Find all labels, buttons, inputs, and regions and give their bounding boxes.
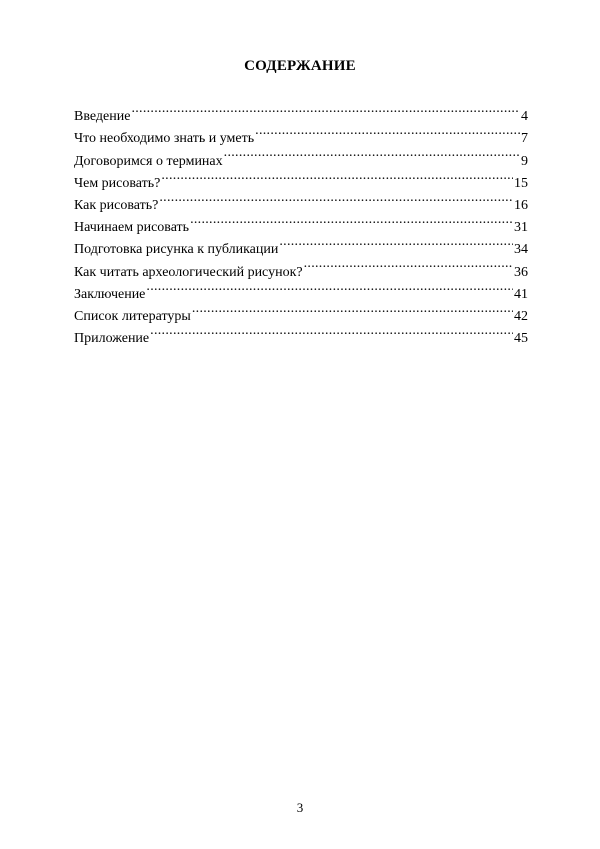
- toc-dot-leader: [279, 231, 513, 253]
- toc-dot-leader: [150, 320, 513, 342]
- toc-entry-page: 34: [514, 242, 528, 258]
- toc-dot-leader: [304, 253, 513, 275]
- toc-dot-leader: [146, 276, 513, 298]
- page-number: 3: [296, 800, 304, 815]
- toc-entry-page: 31: [514, 220, 528, 236]
- table-of-contents: [74, 98, 528, 347]
- toc-dot-leader: [190, 209, 513, 231]
- toc-entry-title: Введение: [74, 109, 131, 125]
- toc-entry: [74, 120, 528, 147]
- toc-entry-page: 41: [514, 286, 528, 302]
- toc-entry-title: Приложение: [74, 331, 150, 347]
- toc-entry-title: Чем рисовать?: [74, 175, 161, 191]
- toc-entry-title: Заключение: [74, 286, 146, 302]
- toc-entry-title: Договоримся о терминах: [74, 153, 223, 169]
- toc-entry-title: Что необходимо знать и уметь: [74, 131, 255, 147]
- toc-entry-title: Список литературы: [74, 308, 191, 324]
- toc-entry-page: 9: [521, 153, 528, 169]
- toc-dot-leader: [159, 187, 513, 209]
- page-title: СОДЕРЖАНИЕ: [244, 58, 356, 74]
- toc-entry-page: 45: [514, 331, 528, 347]
- toc-entry: [74, 98, 528, 125]
- toc-dot-leader: [255, 120, 520, 142]
- toc-entry-title: Начинаем рисовать: [74, 220, 190, 236]
- toc-dot-leader: [224, 142, 520, 164]
- toc-entry-title: Подготовка рисунка к публикации: [74, 242, 279, 258]
- toc-entry-title: Как читать археологический рисунок?: [74, 264, 303, 280]
- toc-dot-leader: [161, 165, 513, 187]
- toc-entry-page: 36: [514, 264, 528, 280]
- toc-entry-page: 4: [521, 109, 528, 125]
- toc-entry-page: 16: [514, 197, 528, 213]
- toc-entry-page: 15: [514, 175, 528, 191]
- toc-dot-leader: [131, 98, 520, 120]
- toc-entry-page: 7: [521, 131, 528, 147]
- toc-entry-page: 42: [514, 308, 528, 324]
- toc-dot-leader: [192, 298, 513, 320]
- toc-entry-title: Как рисовать?: [74, 197, 159, 213]
